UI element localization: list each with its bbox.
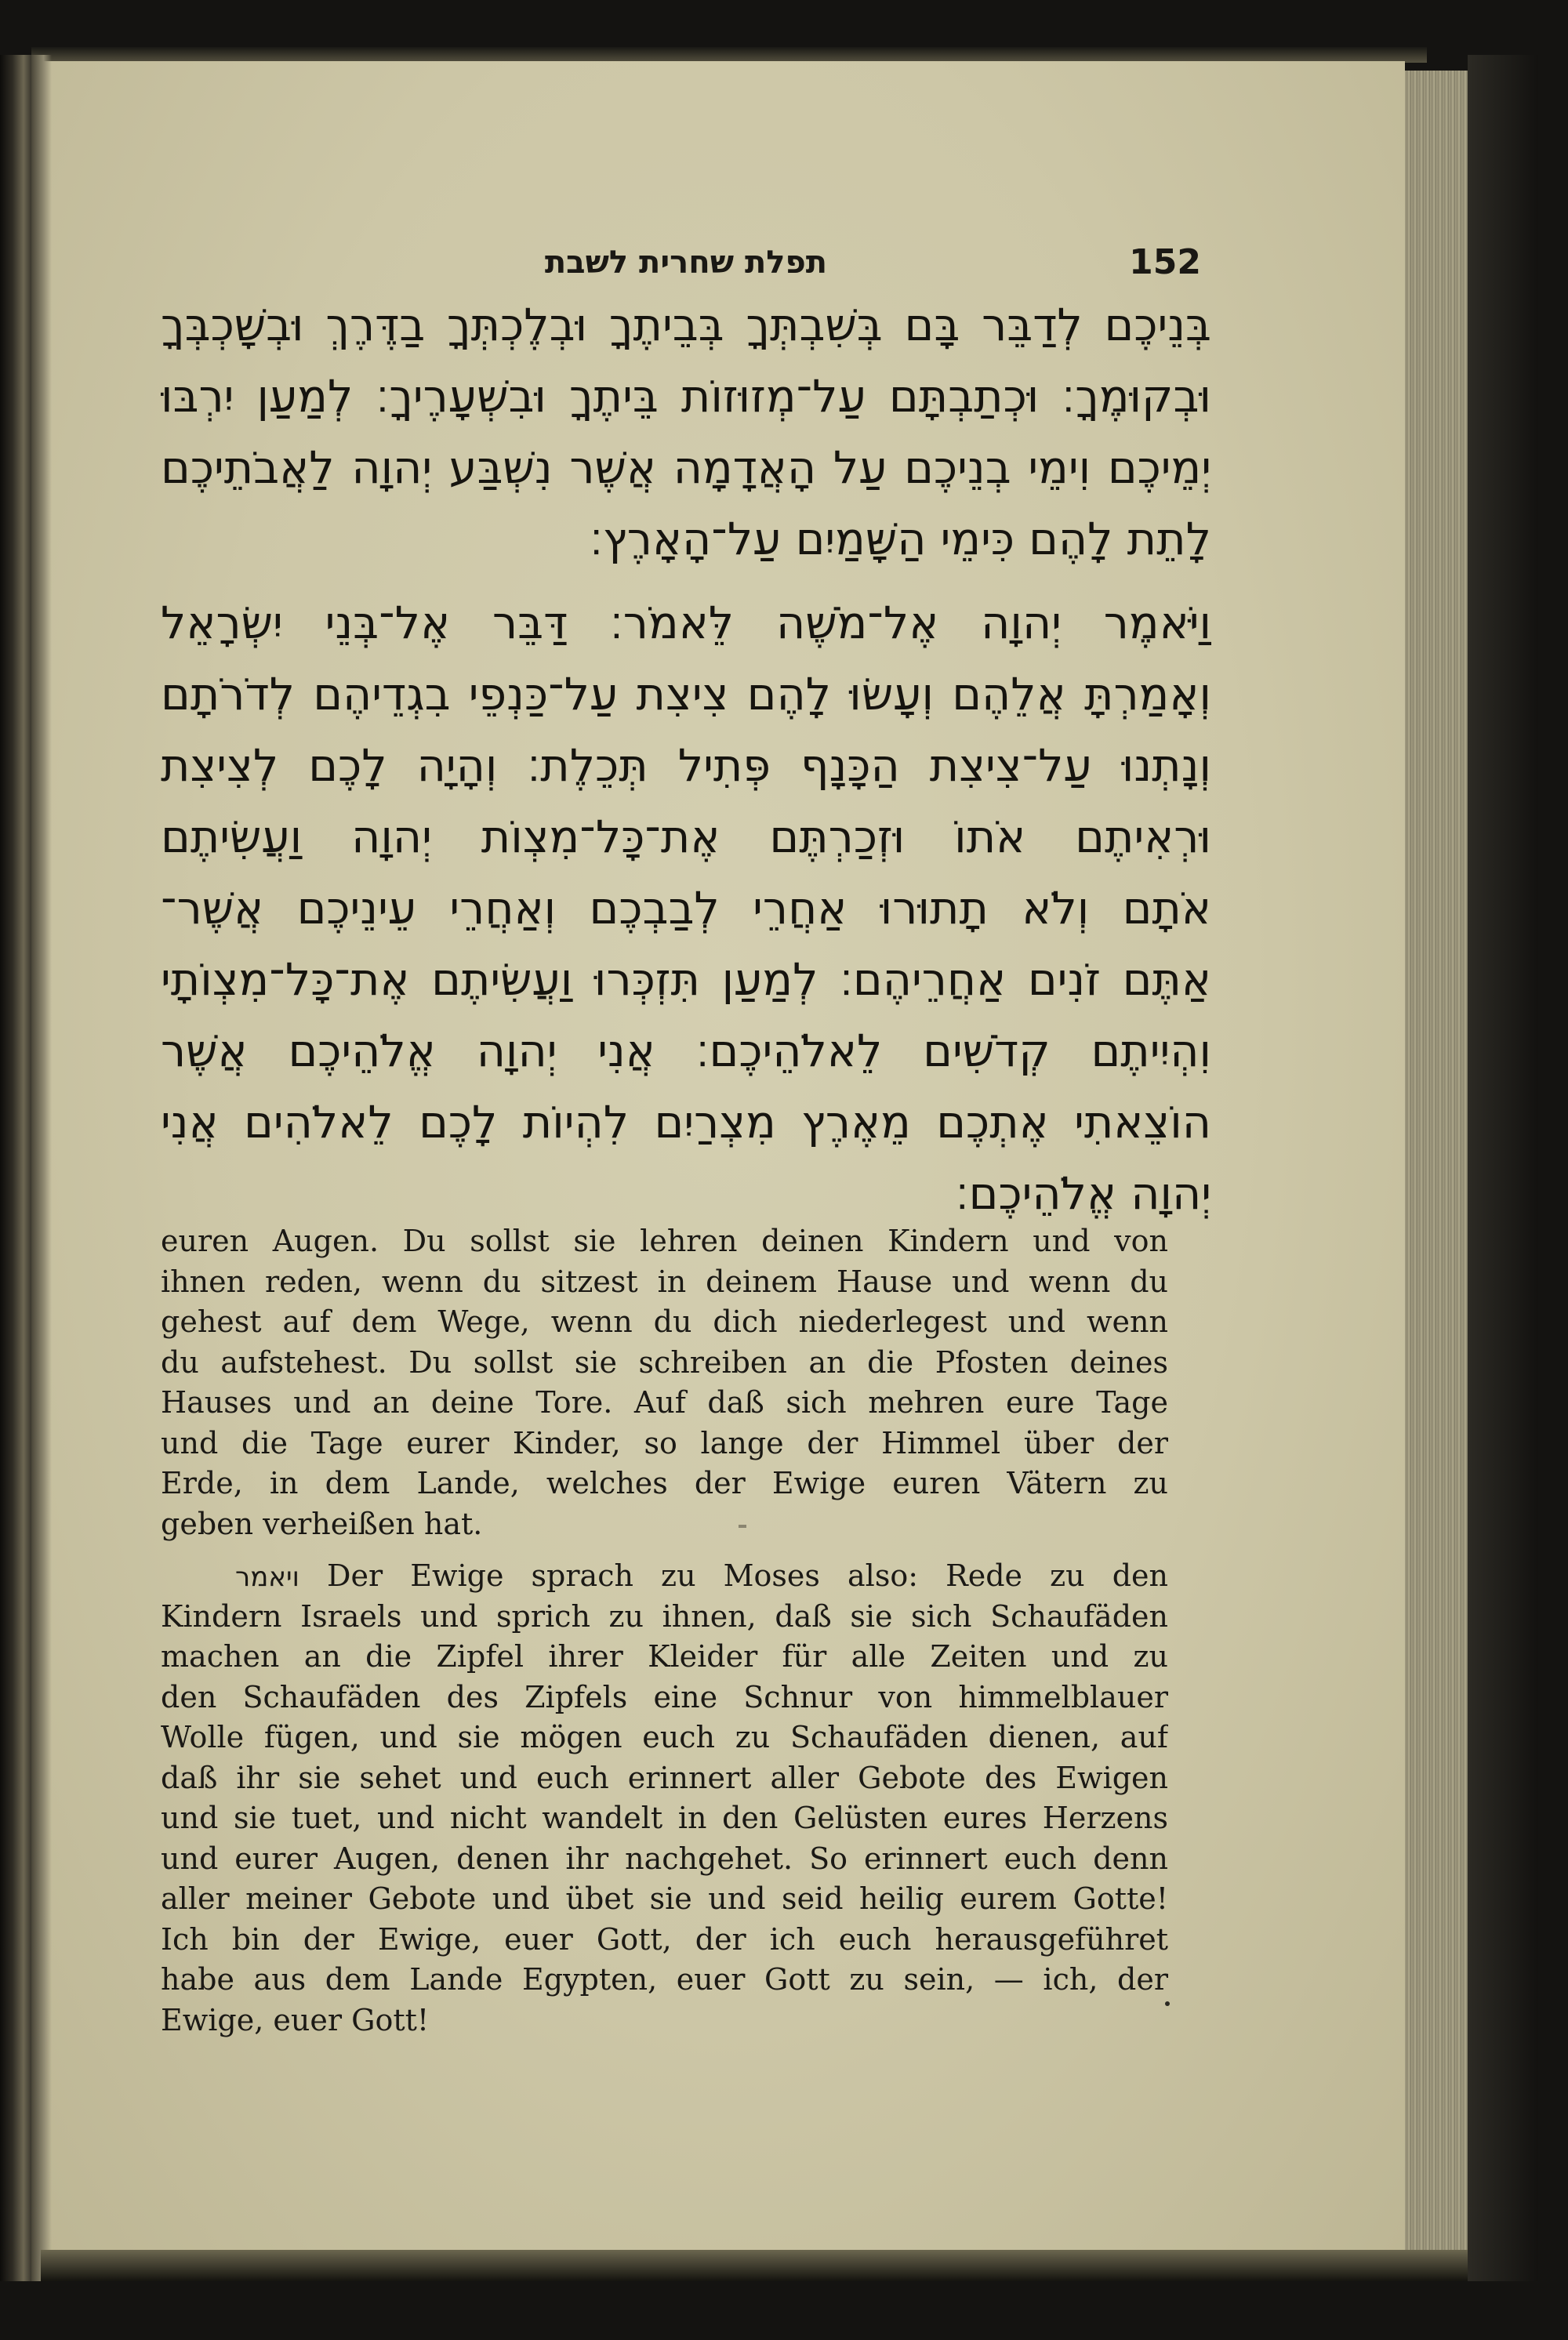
german-line: habe aus dem Lande Egypten, euer Gott zu sein, — ich, der	[161, 1962, 1168, 1997]
german-line: geben verheißen hat.	[161, 1506, 483, 1541]
german-line: Erde, in dem Lande, welches der Ewige euren Vätern zu	[161, 1466, 1168, 1500]
gutter-shadow	[31, 55, 52, 2281]
german-line: und sie tuet, und nicht wandelt in den Gelüsten eures Herzens	[161, 1801, 1168, 1835]
hebrew-line: וְנָתְנוּ עַל־צִיצִת הַכָּנָף פְּתִיל תְּכֵלֶת׃ וְהָיָה לָכֶם לְצִיצִת	[161, 740, 1211, 792]
german-line: machen an die Zipfel ihrer Kleider für alle Zeiten und zu	[161, 1639, 1168, 1674]
hebrew-line: לָתֵת לָהֶם כִּימֵי הַשָּׁמַיִם עַל־הָאָרֶץ׃	[590, 513, 1211, 565]
hebrew-line: בְּנֵיכֶם לְדַבֵּר בָּם בְּשִׁבְתְּךָ בְּבֵיתֶךָ וּבְלֶכְתְּךָ בַדֶּרֶךְ וּבְשָׁכְבְּךָ	[161, 299, 1211, 351]
running-header: תפלת שחרית לשבת	[544, 245, 828, 281]
german-line: euren Augen. Du sollst sie lehren deinen Kindern und von	[161, 1224, 1168, 1258]
cover-edge	[1468, 55, 1538, 2281]
german-first-line	[161, 1556, 1168, 1597]
hebrew-line: הוֹצֵאתִי אֶתְכֶם מֵאֶרֶץ מִצְרַיִם לִהְיוֹת לָכֶם לֵאלֹהִים אֲנִי	[161, 1097, 1211, 1148]
book-binding	[0, 55, 31, 2281]
german-line: den Schaufäden des Zipfels eine Schnur von himmelblauer	[161, 1679, 1168, 1714]
german-line: gehest auf dem Wege, wenn du dich niederlegest und wenn	[161, 1304, 1168, 1339]
page-edges	[1405, 71, 1468, 2258]
german-line: aller meiner Gebote und übet sie und seid heilig eurem Gotte!	[161, 1881, 1168, 1916]
german-translation-2	[161, 1556, 1168, 2041]
hebrew-line: יְמֵיכֶם וִימֵי בְנֵיכֶם עַל הָאֲדָמָה אֲשֶׁר נִשְׁבַּע יְהוָה לַאֲבֹתֵיכֶם	[161, 442, 1211, 494]
german-line: Kindern Israels und sprich zu ihnen, daß sie sich Schaufäden	[161, 1598, 1168, 1634]
german-line: und eurer Augen, denen ihr nachgehet. So erinnert euch denn	[161, 1841, 1168, 1876]
hebrew-line: יְהוָה אֱלֹהֵיכֶם׃	[955, 1168, 1211, 1220]
hebrew-line: וּרְאִיתֶם אֹתוֹ וּזְכַרְתֶּם אֶת־כָּל־מִצְוֹת יְהוָה וַעֲשִׂיתֶם	[161, 811, 1211, 863]
hebrew-line: אַתֶּם זֹנִים אַחֲרֵיהֶם׃ לְמַעַן תִּזְכְּרוּ וַעֲשִׂיתֶם אֶת־כָּל־מִצְוֹתָי	[161, 954, 1211, 1006]
german-line: du aufstehest. Du sollst sie schreiben an die Pfosten deines	[161, 1344, 1168, 1380]
bottom-edge-shadow	[41, 2250, 1468, 2281]
german-first-line-text: Der Ewige sprach zu Moses also: Rede zu den	[327, 1558, 1168, 1593]
hebrew-passage-1	[161, 290, 1211, 575]
hebrew-line: וִהְיִיתֶם קְדֹשִׁים לֵאלֹהֵיכֶם׃ אֲנִי יְהוָה אֱלֹהֵיכֶם אֲשֶׁר	[161, 1025, 1211, 1077]
hebrew-line: וַיֹּאמֶר יְהוָה אֶל־מֹשֶׁה לֵּאמֹר׃ דַּבֵּר אֶל־בְּנֵי יִשְׂרָאֵל	[161, 597, 1211, 649]
page-number: 152	[1129, 242, 1201, 282]
hebrew-passage-2	[161, 588, 1211, 1230]
top-edge-shadow	[31, 47, 1427, 63]
lead-word: ויאמר	[235, 1562, 299, 1593]
german-line: Ewige, euer Gott!	[161, 2002, 430, 2037]
german-line: Ich bin der Ewige, euer Gott, der ich euch herausgeführet	[161, 1921, 1168, 1957]
german-line: und die Tage eurer Kinder, so lange der Himmel über der	[161, 1425, 1168, 1460]
hebrew-line: אֹתָם וְלֹא תָתוּרוּ אַחֲרֵי לְבַבְכֶם וְאַחֲרֵי עֵינֵיכֶם אֲשֶׁר־	[161, 883, 1211, 934]
ink-dot	[1165, 2001, 1170, 2006]
german-line: ihnen reden, wenn du sitzest in deinem Hause und wenn du	[161, 1264, 1168, 1299]
print-mark	[739, 1525, 746, 1528]
german-line: Wolle fügen, und sie mögen euch zu Schaufäden dienen, auf	[161, 1720, 1168, 1754]
german-line: daß ihr sie sehet und euch erinnert aller Gebote des Ewigen	[161, 1760, 1168, 1795]
german-line: Hauses und an deine Tore. Auf daß sich mehren eure Tage	[161, 1385, 1168, 1420]
german-translation-1	[161, 1221, 1168, 1544]
hebrew-line: וְאָמַרְתָּ אֲלֵהֶם וְעָשׂוּ לָהֶם צִיצִת עַל־כַּנְפֵי בִגְדֵיהֶם לְדֹרֹתָם	[161, 669, 1211, 720]
hebrew-line: וּבְקוּמֶךָ׃ וּכְתַבְתָּם עַל־מְזוּזוֹת בֵּיתֶךָ וּבִשְׁעָרֶיךָ׃ לְמַעַן יִרְבּוּ	[161, 371, 1211, 423]
